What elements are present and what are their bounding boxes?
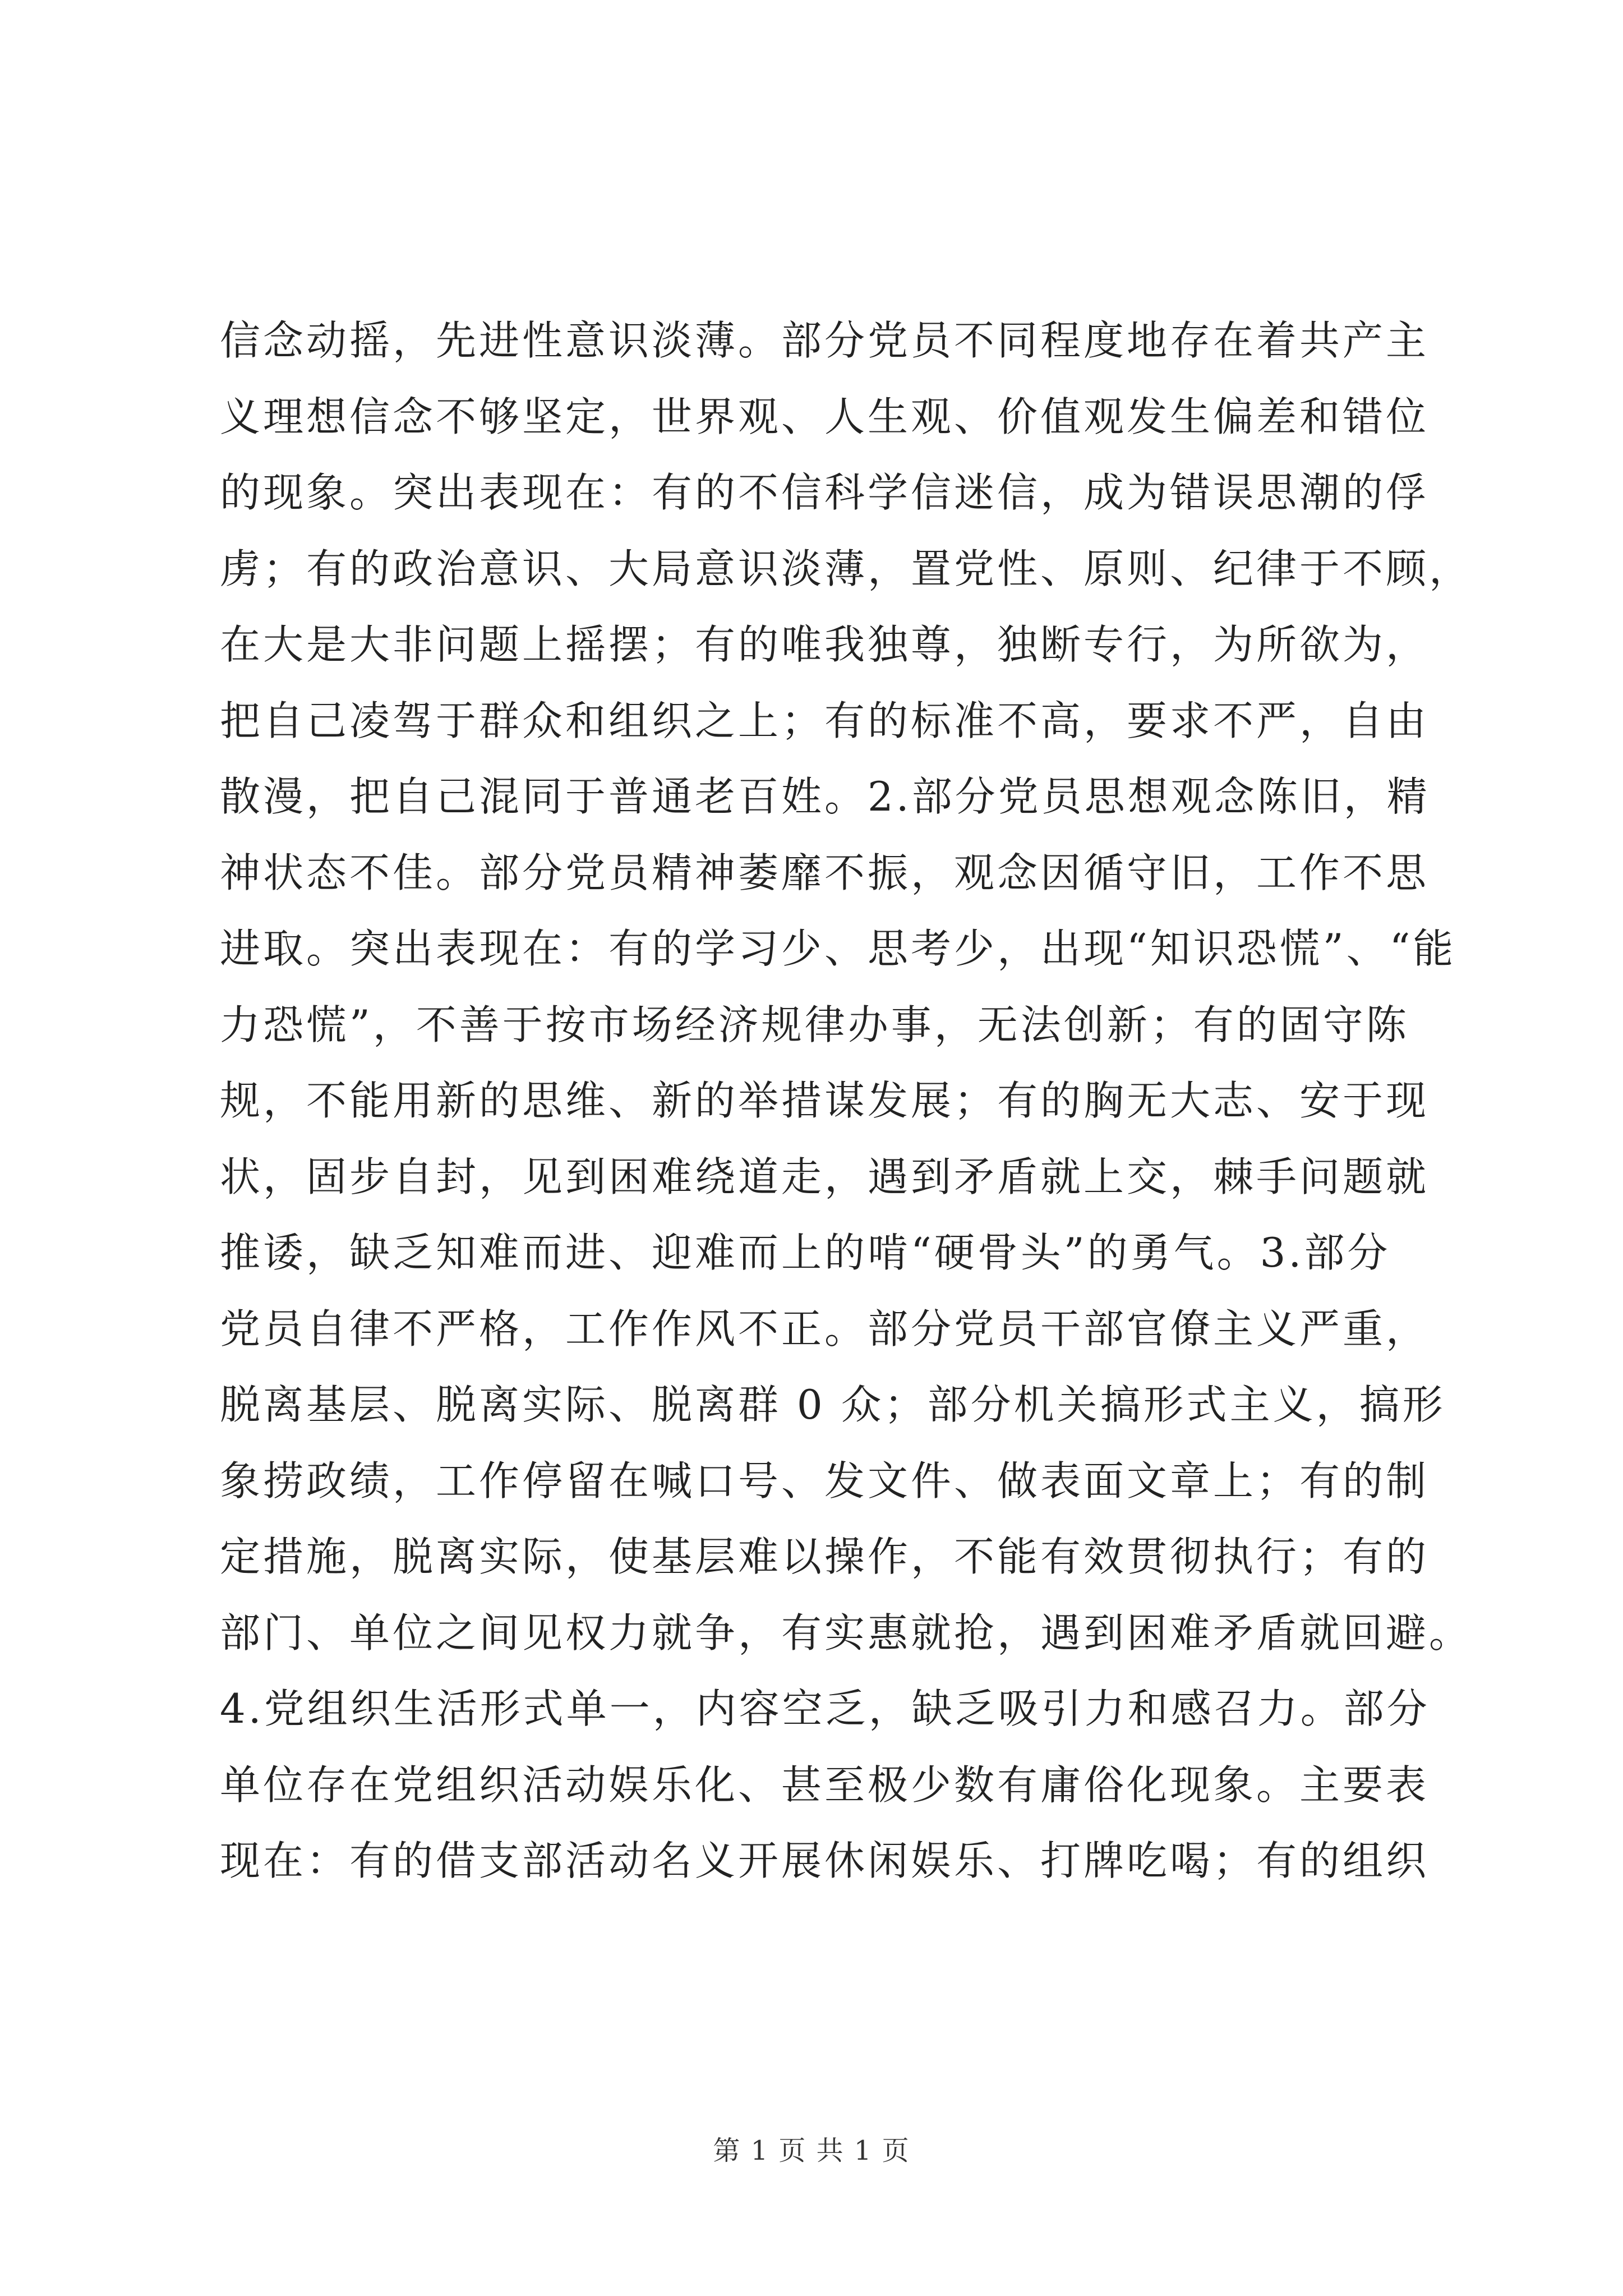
text-line: 定措施，脱离实际，使基层难以操作，不能有效贯彻执行；有的 — [220, 1533, 1430, 1580]
text-line: 规，不能用新的思维、新的举措谋发展；有的胸无大志、安于现 — [220, 1077, 1430, 1124]
text-line: 4.党组织生活形式单一，内容空乏，缺乏吸引力和感召力。部分 — [220, 1685, 1430, 1732]
text-line: 单位存在党组织活动娱乐化、甚至极少数有庸俗化现象。主要表 — [220, 1761, 1430, 1809]
text-line: 脱离基层、脱离实际、脱离群 0 众；部分机关搞形式主义，搞形 — [220, 1381, 1446, 1428]
text-line: 义理想信念不够坚定，世界观、人生观、价值观发生偏差和错位 — [220, 393, 1430, 440]
text-line: 现在：有的借支部活动名义开展休闲娱乐、打牌吃喝；有的组织 — [220, 1837, 1430, 1884]
text-line: 散漫，把自己混同于普通老百姓。2.部分党员思想观念陈旧，精 — [220, 773, 1430, 820]
text-line: 象捞政绩，工作停留在喊口号、发文件、做表面文章上；有的制 — [220, 1457, 1430, 1504]
text-line: 党员自律不严格，工作作风不正。部分党员干部官僚主义严重， — [220, 1305, 1430, 1352]
page-number-label: 第 1 页 共 1 页 — [713, 2135, 910, 2166]
text-line: 虏；有的政治意识、大局意识淡薄，置党性、原则、纪律于不顾， — [220, 545, 1473, 592]
text-line: 把自己凌驾于群众和组织之上；有的标准不高，要求不严，自由 — [220, 697, 1430, 744]
text-line: 神状态不佳。部分党员精神萎靡不振，观念因循守旧，工作不思 — [220, 849, 1430, 896]
text-line: 在大是大非问题上摇摆；有的唯我独尊，独断专行，为所欲为， — [220, 621, 1430, 668]
page-footer — [0, 2129, 1623, 2168]
text-line: 的现象。突出表现在：有的不信科学信迷信，成为错误思潮的俘 — [220, 469, 1430, 516]
text-line: 推诿，缺乏知难而进、迎难而上的啃“硬骨头”的勇气。3.部分 — [220, 1229, 1391, 1276]
body-text — [220, 303, 1473, 1899]
text-line: 部门、单位之间见权力就争，有实惠就抢，遇到困难矛盾就回避。 — [220, 1609, 1473, 1657]
text-line: 信念动摇，先进性意识淡薄。部分党员不同程度地存在着共产主 — [220, 317, 1430, 364]
text-line: 状，固步自封，见到困难绕道走，遇到矛盾就上交，棘手问题就 — [220, 1153, 1430, 1200]
text-line: 力恐慌”，不善于按市场经济规律办事，无法创新；有的固守陈 — [220, 1001, 1409, 1048]
text-line: 进取。突出表现在：有的学习少、思考少，出现“知识恐慌”、“能 — [220, 925, 1456, 972]
